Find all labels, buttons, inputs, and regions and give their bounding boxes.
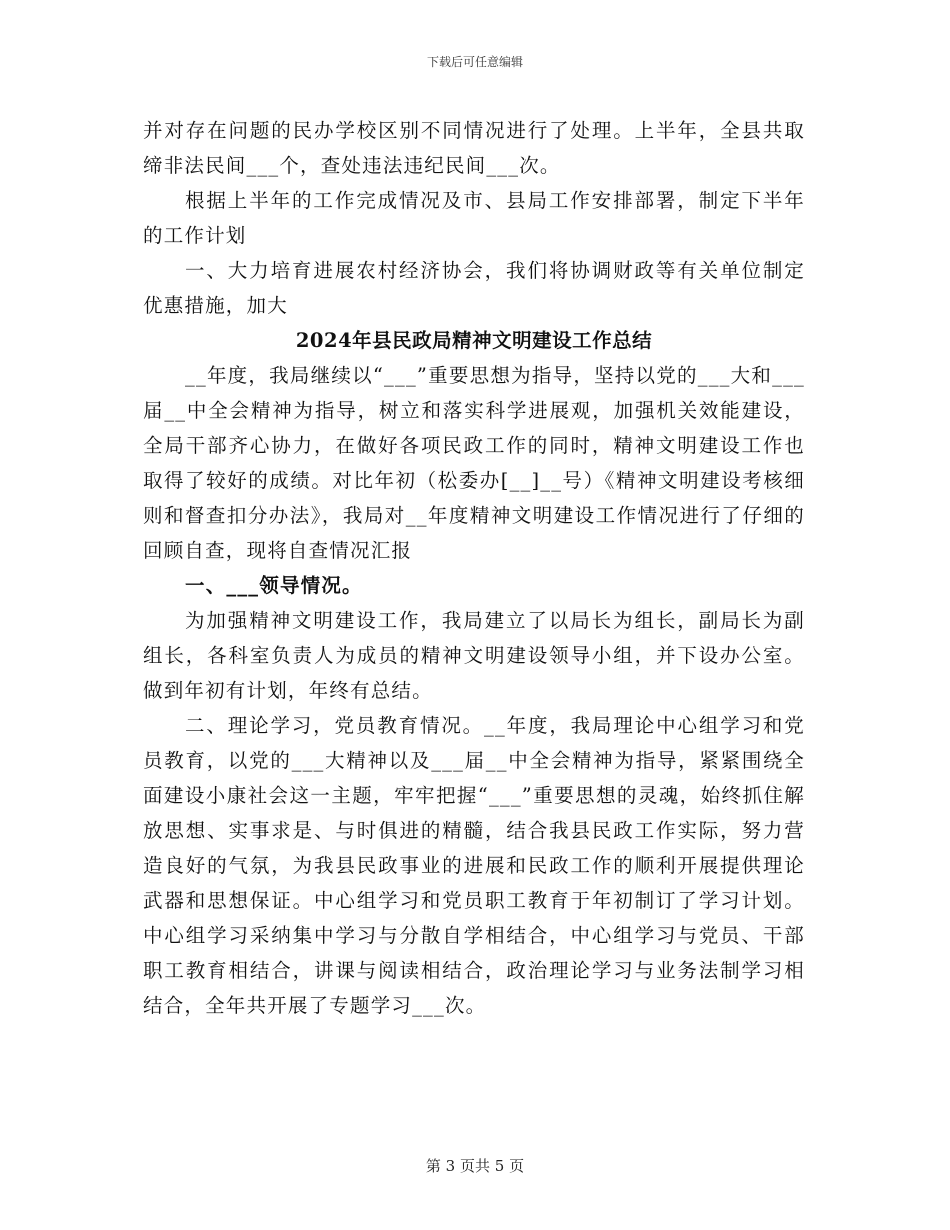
header-note: 下载后可任意编辑 — [426, 55, 523, 69]
document-title: 2024年县民政局精神文明建设工作总结 — [295, 329, 653, 352]
section-heading-leadership: 一、___领导情况。 — [185, 574, 363, 597]
paragraph-continued: 并对存在问题的民办学校区别不同情况进行了处理。上半年，全县共取缔非法民间___个，查处违法违纪民间___次。 — [143, 119, 805, 177]
paragraph-plan-item-1: 一、大力培育进展农村经济协会，我们将协调财政等有关单位制定优惠措施，加大 — [143, 259, 805, 317]
paragraph-summary-intro: __年度，我局继续以“___”重要思想为指导，坚持以党的___大和___届__中全会精神为指导，树立和落实科学进展观，加强机关效能建设，全局干部齐心协力，在做好各项民政工作的同时，精神文明建设工作也取得了较好的成绩。对比年初（松委办[__]__号）《精神文明建设考核细则和督查扣分办法》，我局对__年度精神文明建设工作情况进行了仔细的回顾自查，现将自查情况汇报 — [143, 364, 805, 562]
paragraph-plan-intro: 根据上半年的工作完成情况及市、县局工作安排部署，制定下半年的工作计划 — [143, 189, 805, 247]
document-body — [143, 113, 805, 1023]
page-number: 第 3 页共 5 页 — [425, 1157, 525, 1175]
paragraph-theory-study: 二、理论学习，党员教育情况。__年度，我局理论中心组学习和党员教育，以党的___大精神以及___届__中全会精神为指导，紧紧围绕全面建设小康社会这一主题，牢牢把握“___”重要思想的灵魂，始终抓住解放思想、实事求是、与时俱进的精髓，结合我县民政工作实际，努力营造良好的气氛，为我县民政事业的进展和民政工作的顺利开展提供理论武器和思想保证。中心组学习和党员职工教育于年初制订了学习计划。中心组学习采纳集中学习与分散自学相结合，中心组学习与党员、干部职工教育相结合，讲课与阅读相结合，政治理论学习与业务法制学习相结合，全年共开展了专题学习___次。 — [143, 714, 805, 1017]
paragraph-leadership: 为加强精神文明建设工作，我局建立了以局长为组长，副局长为副组长，各科室负责人为成员的精神文明建设领导小组，并下设办公室。做到年初有计划，年终有总结。 — [143, 609, 805, 702]
